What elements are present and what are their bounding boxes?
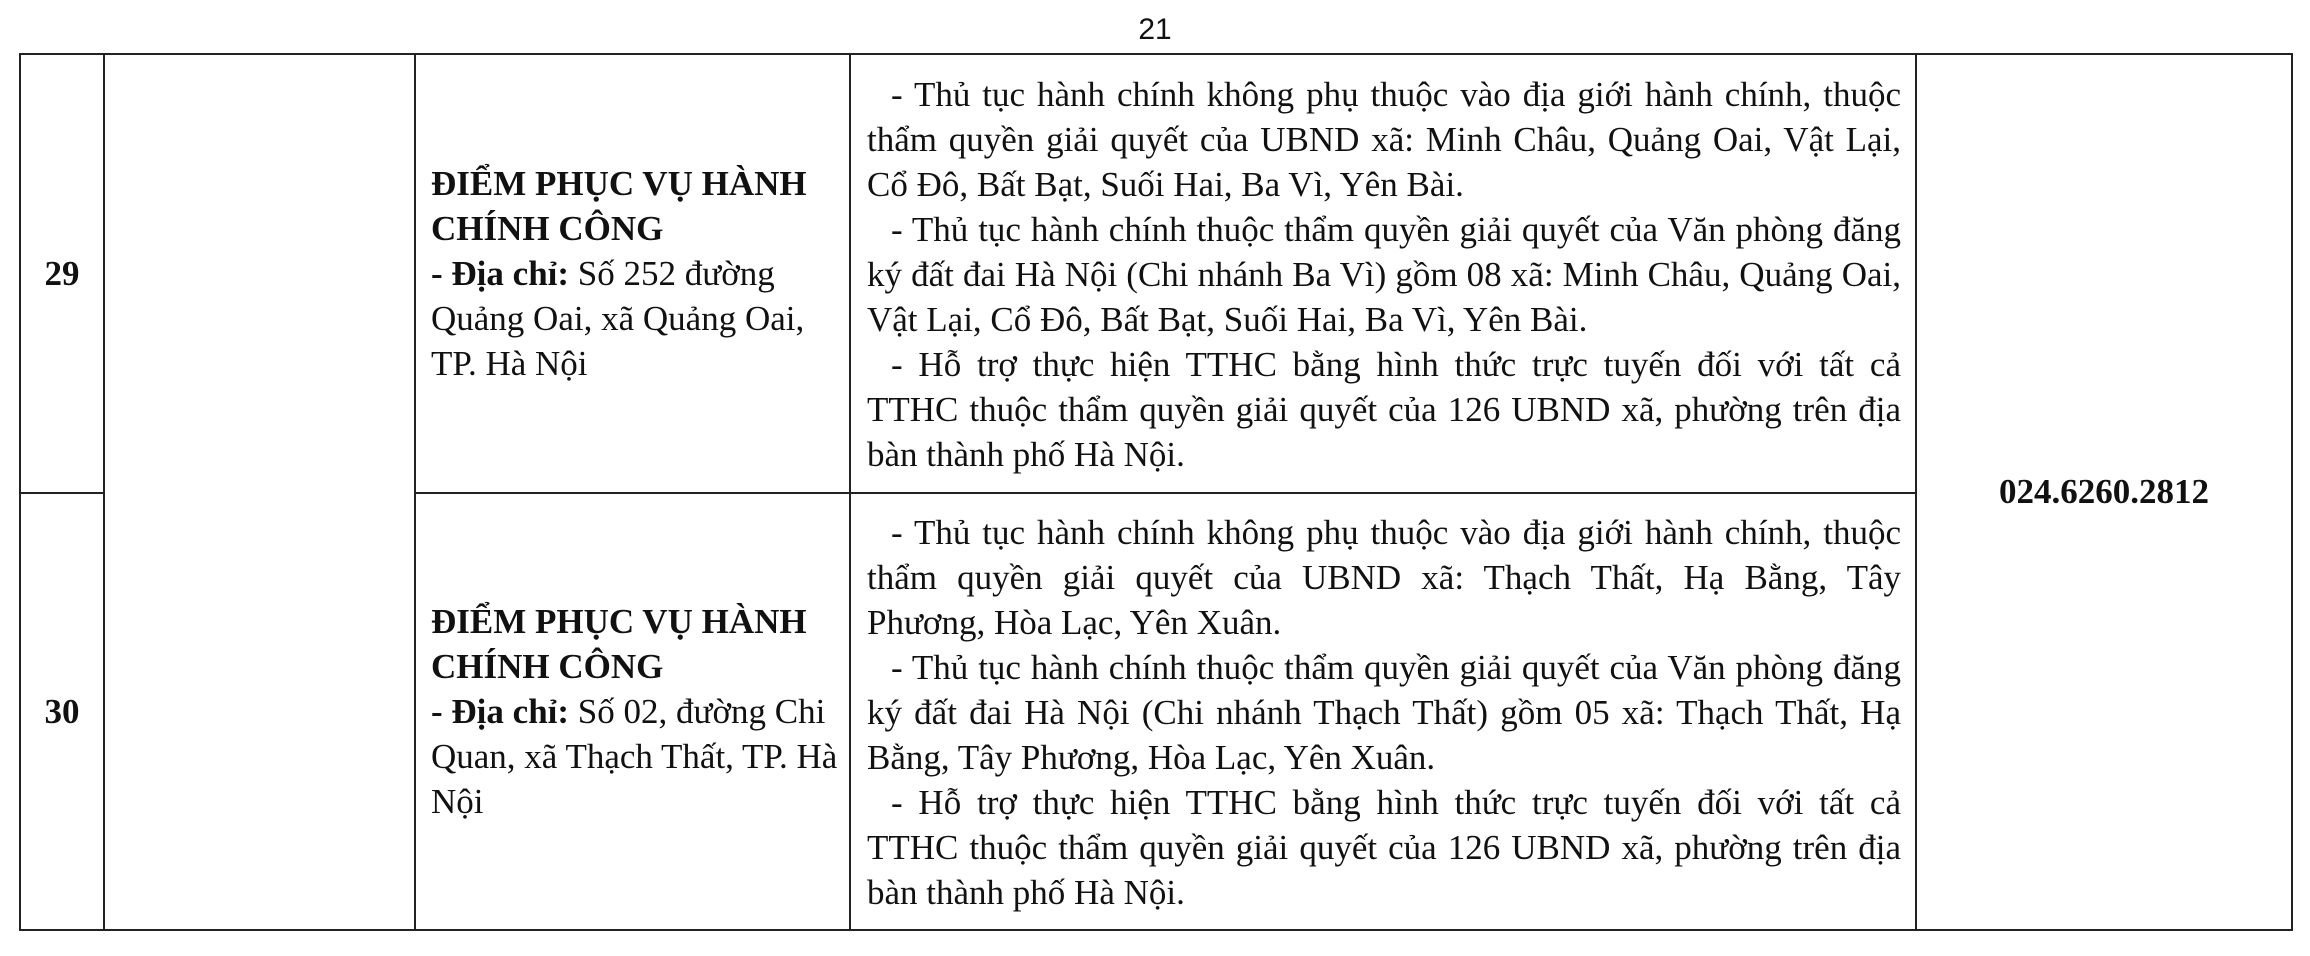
content-item: - Hỗ trợ thực hiện TTHC bằng hình thức trực tuyến đối với tất cả TTHC thuộc thẩm quyền giải quyết của 126 UBND xã, phường trên địa bàn thành phố Hà Nội. — [867, 345, 1901, 474]
service-points-table — [19, 53, 2293, 931]
row-number: 29 — [44, 254, 80, 293]
content-item: - Thủ tục hành chính thuộc thẩm quyền giải quyết của Văn phòng đăng ký đất đai Hà Nội (Chi nhánh Ba Vì) gồm 08 xã: Minh Châu, Quảng Oai, Vật Lại, Cổ Đô, Bất Bạt, Suối Hai, Ba Vì, Yên Bài. — [867, 210, 1901, 339]
unit-name: ĐIỂM PHỤC VỤ HÀNH CHÍNH CÔNG — [431, 602, 807, 686]
address-label: - Địa chỉ: — [431, 254, 570, 293]
row-number-cell — [20, 493, 104, 930]
content-cell — [850, 493, 1916, 930]
row-number: 30 — [44, 692, 80, 731]
address-text: Số 02, đường Chi Quan, xã Thạch Thất, TP. Hà Nội — [431, 692, 838, 821]
unit-name: ĐIỂM PHỤC VỤ HÀNH CHÍNH CÔNG — [431, 164, 807, 248]
phone-cell — [1916, 54, 2292, 930]
merged-empty-cell — [104, 54, 415, 930]
table-row — [20, 54, 2292, 493]
content-cell — [850, 54, 1916, 493]
phone-number: 024.6260.2812 — [1999, 472, 2209, 511]
content-item: - Thủ tục hành chính thuộc thẩm quyền giải quyết của Văn phòng đăng ký đất đai Hà Nội (Chi nhánh Thạch Thất) gồm 05 xã: Thạch Thất, Hạ Bằng, Tây Phương, Hòa Lạc, Yên Xuân. — [867, 648, 1901, 777]
address-text: Số 252 đường Quảng Oai, xã Quảng Oai, TP. Hà Nội — [431, 254, 805, 383]
page-number: 21 — [1138, 13, 1172, 46]
unit-address — [431, 251, 841, 386]
address-label: - Địa chỉ: — [431, 692, 570, 731]
row-number-cell — [20, 54, 104, 493]
content-item: - Hỗ trợ thực hiện TTHC bằng hình thức trực tuyến đối với tất cả TTHC thuộc thẩm quyền giải quyết của 126 UBND xã, phường trên địa bàn thành phố Hà Nội. — [867, 783, 1901, 912]
unit-cell — [415, 54, 850, 493]
unit-cell — [415, 493, 850, 930]
content-item: - Thủ tục hành chính không phụ thuộc vào địa giới hành chính, thuộc thẩm quyền giải quyết của UBND xã: Minh Châu, Quảng Oai, Vật Lại, Cổ Đô, Bất Bạt, Suối Hai, Ba Vì, Yên Bài. — [867, 75, 1901, 204]
unit-address — [431, 689, 841, 824]
content-item: - Thủ tục hành chính không phụ thuộc vào địa giới hành chính, thuộc thẩm quyền giải quyết của UBND xã: Thạch Thất, Hạ Bằng, Tây Phương, Hòa Lạc, Yên Xuân. — [867, 513, 1901, 642]
